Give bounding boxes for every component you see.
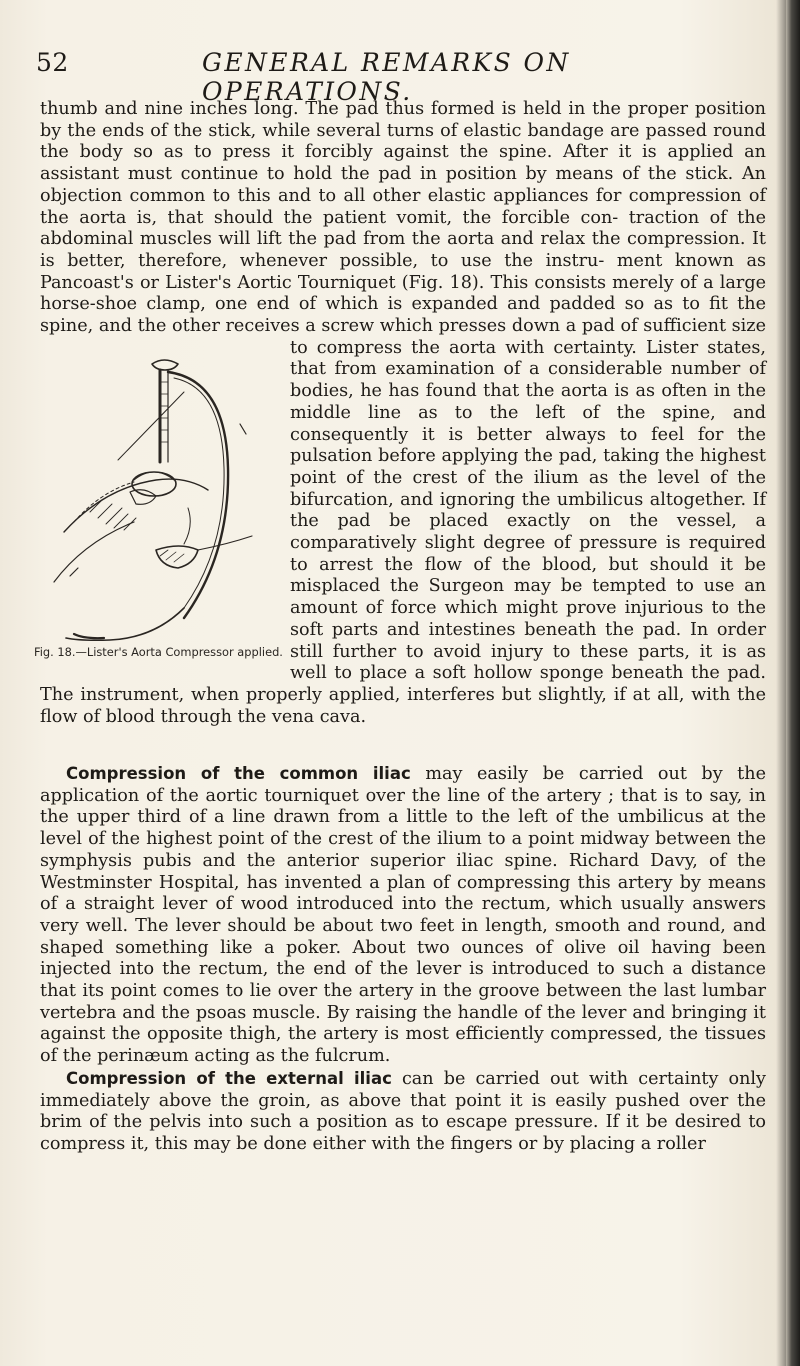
paragraph-external-iliac (40, 1068, 766, 1156)
aorta-compressor-illustration (34, 342, 282, 662)
section-heading-common-iliac: Compression of the common iliac (66, 764, 411, 783)
figure-caption: Fig. 18.—Lister's Aorta Compressor applied. (34, 645, 283, 660)
page-header (36, 48, 766, 106)
page-edge-shadow (786, 0, 800, 1366)
paragraph-aortic-tourniquet (34, 99, 766, 728)
body-text-upper (34, 99, 766, 728)
body-text-lower (40, 763, 766, 1156)
paragraph-text: thumb and nine inches long. The pad thus formed is held in the proper position by the ends of the stick, while several turns of elastic bandage are passed round the body so as to press it forcibly against the spine. After it is applied an assistant must continue to hold the pad in position by means of the stick. An objection common to this and to all other elastic appliances for compression of the aorta is, that should the patient vomit, the forcible con- traction of the abdominal muscles will lift the pad from the aorta and relax the compression. It is better, therefore, whenever possible, to use the instru- ment known as Pancoast's or Lister's Aortic Tourniquet (Fig. 18). This consists merely of a large horse-shoe clamp, one end of which is expanded and padded so as to fit the spine, and the other receives a screw which presses down a pad of sufficient size to compress the aorta with certainty. (40, 99, 766, 358)
paragraph-text: can be carried out with certainty only immediately above the groin, as above that point it is easily pushed over the brim of the pelvis into such a position as to escape pressure. If it be desired to compress it, this may be done either with the fingers or by placing a roller (40, 1068, 766, 1154)
running-head: GENERAL REMARKS ON OPERATIONS. (202, 48, 571, 106)
paragraph-text: may easily be carried out by the application of the aortic tourniquet over the line of the artery ; that is to say, in the upper third of a line drawn from a little to the left of the umbilicus at the level of the highest point of the crest of the ilium to a point midway between the symphysis pubis and the anterior superior iliac spine. Richard Davy, of the Westminster Hospital, has invented a plan of compressing this artery by means of a straight lever of wood introduced into the rectum, which usually answers very well. The lever should be about two feet in length, smooth and round, and shaped something like a poker. About two ounces of olive oil having been injected into the rectum, the end of the lever is introduced to such a distance that its point comes to lie over the artery in the groove between the last lumbar vertebra and the psoas muscle. By raising the handle of the lever and bringing it against the opposite thigh, the artery is most efficiently compressed, the tissues of the perinæum acting as the fulcrum. (40, 764, 766, 1067)
paragraph-text-continued: Lister states, that from examination of a considerable number of bodies, he has found that the aorta is as often in the middle line as to the left of the spine, and consequently it is better always to feel for the pulsation before applying the pad, taking the highest point of the crest of the ilium as the level of the bifurcation, and ignoring the umbilicus altogether. If the pad be placed exactly on the vessel, a comparatively slight degree of pressure is required to arrest the flow of the blood, but should it be misplaced the Surgeon may be tempted to use an amount of force which might prove injurious to the soft parts and intestines beneath the pad. In order still further to avoid injury to these parts, it is as well to place a soft hollow sponge beneath the pad. The instrument, when properly applied, interferes but slightly, if at all, with the flow of blood through the vena cava. (40, 337, 766, 727)
page-number: 52 (36, 48, 69, 77)
paragraph-common-iliac (40, 763, 766, 1068)
figure-aorta-compressor (34, 342, 282, 670)
section-heading-external-iliac: Compression of the external iliac (66, 1068, 392, 1088)
